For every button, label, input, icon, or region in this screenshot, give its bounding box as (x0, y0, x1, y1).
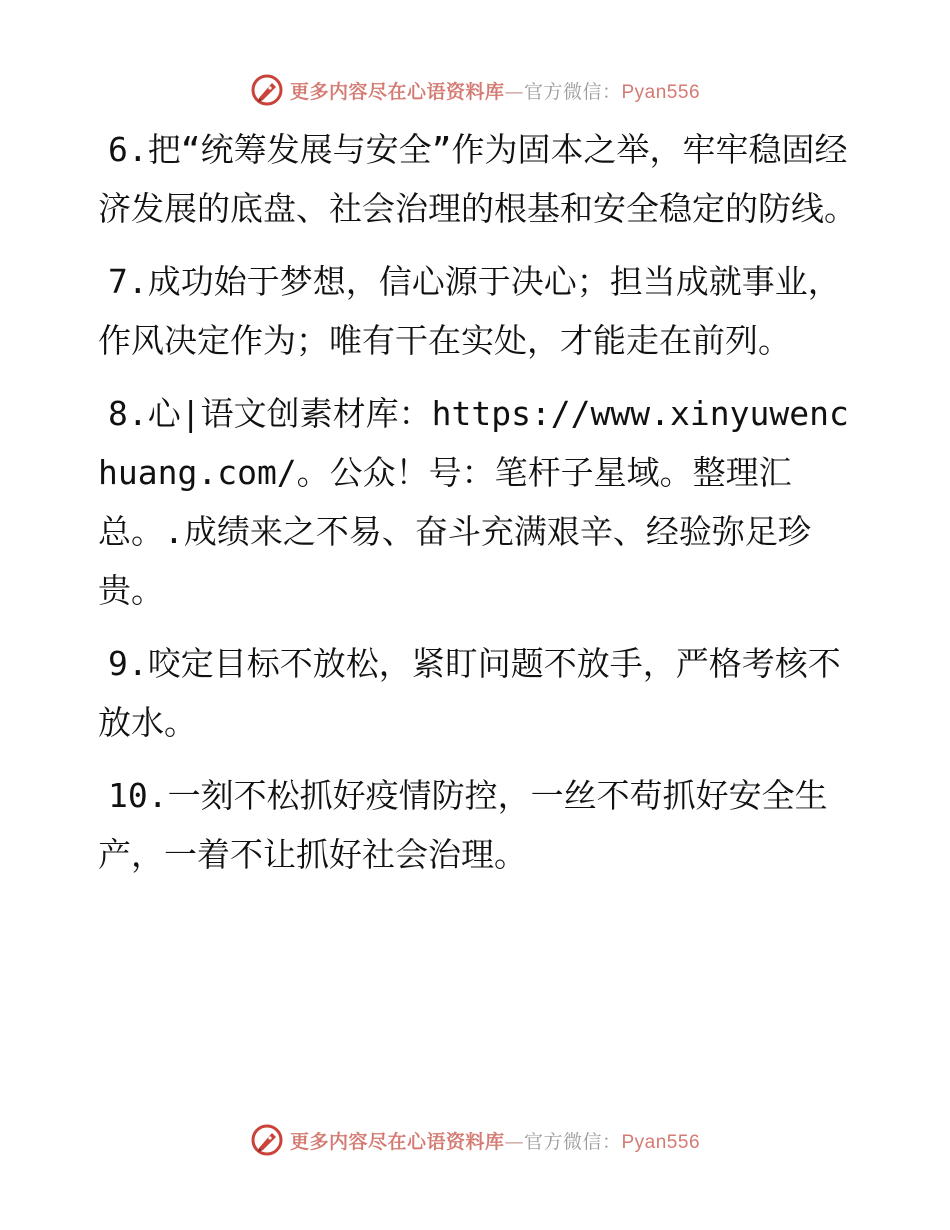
list-item-7: 7.成功始于梦想，信心源于决心；担当成就事业，作风决定作为；唯有干在实处，才能走在前列。 (98, 262, 841, 360)
list-item-10: 10.一刻不松抓好疫情防控，一丝不苟抓好安全生产，一着不让抓好社会治理。 (98, 776, 828, 874)
footer-banner-wechat: 官方微信： (523, 1130, 622, 1153)
header-banner-wechat: 官方微信： (523, 80, 622, 103)
footer-banner-handle: Pyan556 (621, 1131, 701, 1153)
list-item-6: 6.把“统筹发展与安全”作为固本之举，牢牢稳固经济发展的底盘、社会治理的根基和安全稳定的防线。 (98, 130, 857, 228)
header-banner-main: 更多内容尽在心语资料库 (289, 80, 505, 103)
header-banner-handle: Pyan556 (621, 81, 701, 103)
footer-banner-text (290, 1127, 700, 1154)
header-banner-text (290, 77, 700, 104)
footer-banner (0, 1120, 950, 1160)
pen-nib-logo-icon (250, 1123, 284, 1157)
list-item-8: 8.心|语文创素材库：https://www.xinyuwenchuang.com/。公众！号：笔杆子星域。整理汇总。.成绩来之不易、奋斗充满艰辛、经验弥足珍贵。 (98, 394, 849, 610)
footer-banner-dash: — (504, 1130, 524, 1153)
header-banner-dash: — (504, 80, 524, 103)
footer-banner-main: 更多内容尽在心语资料库 (289, 1130, 505, 1153)
document-body (98, 120, 858, 898)
header-banner (0, 70, 950, 110)
pen-nib-logo-icon (250, 73, 284, 107)
list-item-9: 9.咬定目标不放松，紧盯问题不放手，严格考核不放水。 (98, 644, 841, 742)
